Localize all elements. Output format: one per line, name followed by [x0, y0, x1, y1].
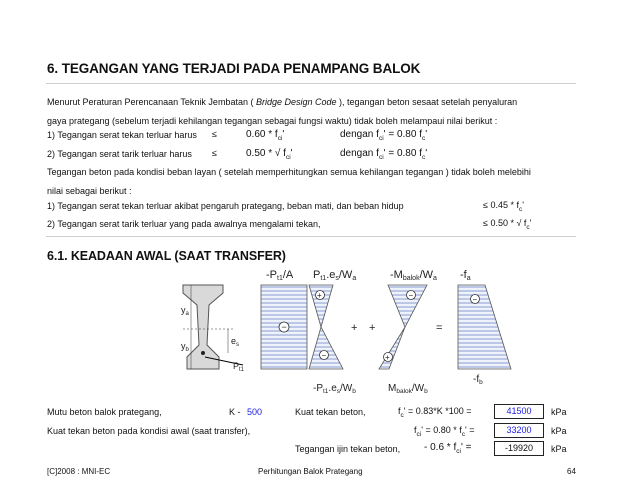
title-rule [46, 83, 576, 84]
service-item-2-value: ≤ 0.50 * √ $f_c'$ [483, 218, 532, 231]
service-item-1-label: 1) Tegangan serat tekan terluar akibat pengaruh prategang, beban mati, dan beban hidup [47, 201, 404, 211]
label-pt1-a: -Pt1/A [266, 269, 294, 282]
limit-1-value: $0.60 * f_{ci}'$ [246, 129, 285, 142]
limit-1-cond: dengan $f_{ci}' = 0.80$ $f_c'$ [340, 129, 428, 142]
calc-row2-value: 33200 [494, 423, 544, 438]
calc-row2-formula: $f_{ci}' = 0.80 * f_c'$ = [414, 425, 475, 438]
sign-minus-3: − [408, 291, 414, 300]
section-rule [46, 236, 576, 237]
calc-row1-formula: $f_c' = 0.83*K$ *100 = [398, 406, 472, 419]
page-title: 6. TEGANGAN YANG TERJADI PADA PENAMPANG BALOK [47, 61, 421, 76]
calc-row1-k-label: K - [229, 407, 241, 417]
limit-1-sym: ≤ [212, 129, 217, 139]
intro-line-1-post: ), tegangan beton sesaat setelah penyaluran [336, 97, 518, 107]
calc-row1-k-value: 500 [247, 407, 263, 417]
calc-row1-value: 41500 [494, 404, 544, 419]
sign-minus-2: − [321, 351, 327, 360]
footer-center: Perhitungan Balok Prategang [258, 467, 363, 476]
sign-plus-2: + [385, 353, 390, 362]
ecc-bottom-triangle [309, 327, 343, 369]
service-item-2-label: 2) Tegangan serat tarik terluar yang pada awalnya mengalami tekan, [47, 219, 321, 229]
label-fb: $-f_b$ [473, 374, 483, 386]
limit-1-label: 1) Tegangan serat tekan terluar harus [47, 130, 197, 140]
calc-row2-unit: kPa [551, 426, 567, 436]
i-beam-section [183, 285, 243, 369]
sign-minus-4: − [472, 295, 478, 304]
pt1-label: $P_{t1}$ [233, 361, 245, 373]
ya-label: $y_a$ [181, 305, 189, 317]
intro-line-1-italic: Bridge Design Code [255, 97, 337, 107]
op-plus-1: + [351, 322, 358, 334]
limit-2-sym: ≤ [212, 148, 217, 158]
sign-plus-1: + [317, 291, 322, 300]
limit-2-value: 0.50 * √ $f_{ci}'$ [246, 148, 293, 161]
op-equals: = [436, 322, 443, 334]
calc-row2-label: Kuat tekan beton pada kondisi awal (saat transfer), [47, 426, 251, 436]
sign-minus-1: − [281, 322, 287, 332]
label-mbalok-wa: -Mbalok/Wa [390, 269, 437, 282]
label-pt1-es-wb: $-P_{t1}.e_s/W_b$ [313, 383, 356, 395]
service-item-1-value: ≤ $0.45 * f_c'$ [483, 200, 524, 213]
limit-2-cond: dengan $f_{ci}' = 0.80$ $f_c'$ [340, 148, 428, 161]
moment-top-triangle [388, 285, 427, 327]
service-line-1: Tegangan beton pada kondisi beban layan ( setelah memperhitungkan semua kehilangan tegangan ) tidak boleh melebihi [47, 167, 531, 177]
calc-row1-label: Mutu beton balok prategang, [47, 407, 162, 417]
result-stress-block [458, 285, 511, 369]
op-plus-2: + [369, 322, 376, 334]
es-label: $e_s$ [231, 336, 240, 348]
moment-bottom-triangle [379, 327, 405, 369]
label-fa: -fa [460, 269, 471, 282]
stress-diagram [183, 265, 566, 405]
label-mbalok-wb: $M_{balok}/W_b$ [388, 383, 428, 395]
limit-2-label: 2) Tegangan serat tarik terluar harus [47, 149, 192, 159]
calc-row1-unit: kPa [551, 407, 567, 417]
footer-left: [C]2008 : MNI-EC [47, 467, 111, 476]
service-line-2: nilai sebagai berikut : [47, 186, 132, 196]
intro-line-1-pre: Menurut Peraturan Perencanaan Teknik Jembatan ( [47, 97, 256, 107]
calc-row3-formula: - $0.6 * f_{ci}'$ = [424, 442, 472, 455]
calc-row3-unit: kPa [551, 444, 567, 454]
calc-row3-mid: Tegangan ijin tekan beton, [295, 444, 401, 454]
intro-line-2: gaya prategang (sebelum terjadi kehilangan tegangan sebagai fungsi waktu) tidak boleh melampaui nilai berikut : [47, 116, 498, 126]
section-title: 6.1. KEADAAN AWAL (SAAT TRANSFER) [47, 249, 286, 263]
footer-page: 64 [567, 467, 576, 476]
yb-label: $y_b$ [181, 341, 189, 353]
calc-row1-mid: Kuat tekan beton, [295, 407, 366, 417]
calc-row3-value: -19920 [494, 441, 544, 456]
label-pt1-es-wa: Pt1.es/Wa [313, 269, 357, 282]
intro-line-1 [47, 97, 517, 107]
